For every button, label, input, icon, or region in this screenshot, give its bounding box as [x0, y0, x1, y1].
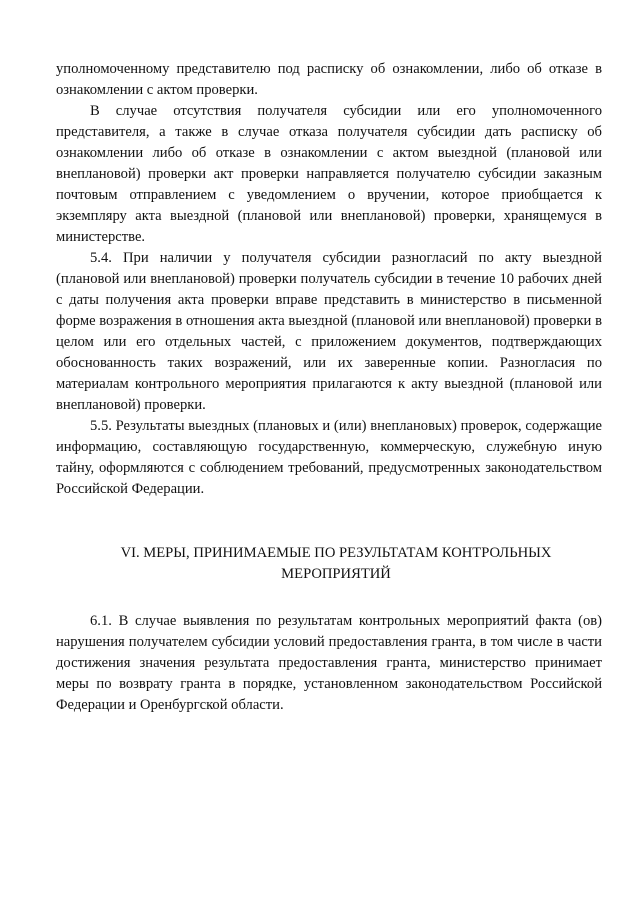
heading-gap [56, 585, 602, 611]
paragraph-absence-of-recipient: В случае отсутствия получателя субсидии или его уполномоченного представителя, а также в случае отказа получателя субсидии дать расписку об ознакомлении либо об отказе в ознакомлении с актом выездной (плановой или внеплановой) проверки акт проверки направляется получателю субсидии заказным почтовым отправлением с уведомлением о вручении, которое приобщается к экземпляру акта выездной (плановой или внеплановой) проверки, хранящемуся в министерстве. [56, 103, 602, 245]
paragraph-6-1-grant-return: 6.1. В случае выявления по результатам контрольных мероприятий факта (ов) нарушения получателем субсидии условий предоставления гранта, в том числе в части достижения значения результата предоставления гранта, министерство принимает меры по возврату гранта в порядке, установленном законодательством Российской Федерации и Оренбургской области. [56, 613, 602, 713]
section-heading-line-2: МЕРОПРИЯТИЙ [281, 566, 391, 582]
section-gap [56, 500, 602, 543]
paragraph-5-5-confidential-results: 5.5. Результаты выездных (плановых и (или) внеплановых) проверок, содержащие информацию, составляющую государственную, коммерческую, служебную иную тайну, оформляются с соблюдением требований, предусмотренных законодательством Российской Федерации. [56, 418, 602, 497]
document-body [56, 59, 602, 716]
paragraph-acknowledgement-continuation: уполномоченному представителю под расписку об ознакомлении, либо об отказе в ознакомлении с актом проверки. [56, 61, 602, 98]
section-heading-line-1: VI. МЕРЫ, ПРИНИМАЕМЫЕ ПО РЕЗУЛЬТАТАМ КОНТРОЛЬНЫХ [120, 545, 552, 561]
paragraph-5-4-disagreements: 5.4. При наличии у получателя субсидии разногласий по акту выездной (плановой или внеплановой) проверки получатель субсидии в течение 10 рабочих дней с даты получения акта проверки вправе представить в министерство в письменной форме возражения в отношения акта выездной (плановой или внеплановой) проверки в целом или его отдельных частей, с приложением документов, подтверждающих обоснованность таких возражений, или их заверенные копии. Разногласия по материалам контрольного мероприятия прилагаются к акту выездной (плановой или внеплановой) проверки. [56, 250, 602, 413]
section-heading-vi [56, 543, 602, 585]
